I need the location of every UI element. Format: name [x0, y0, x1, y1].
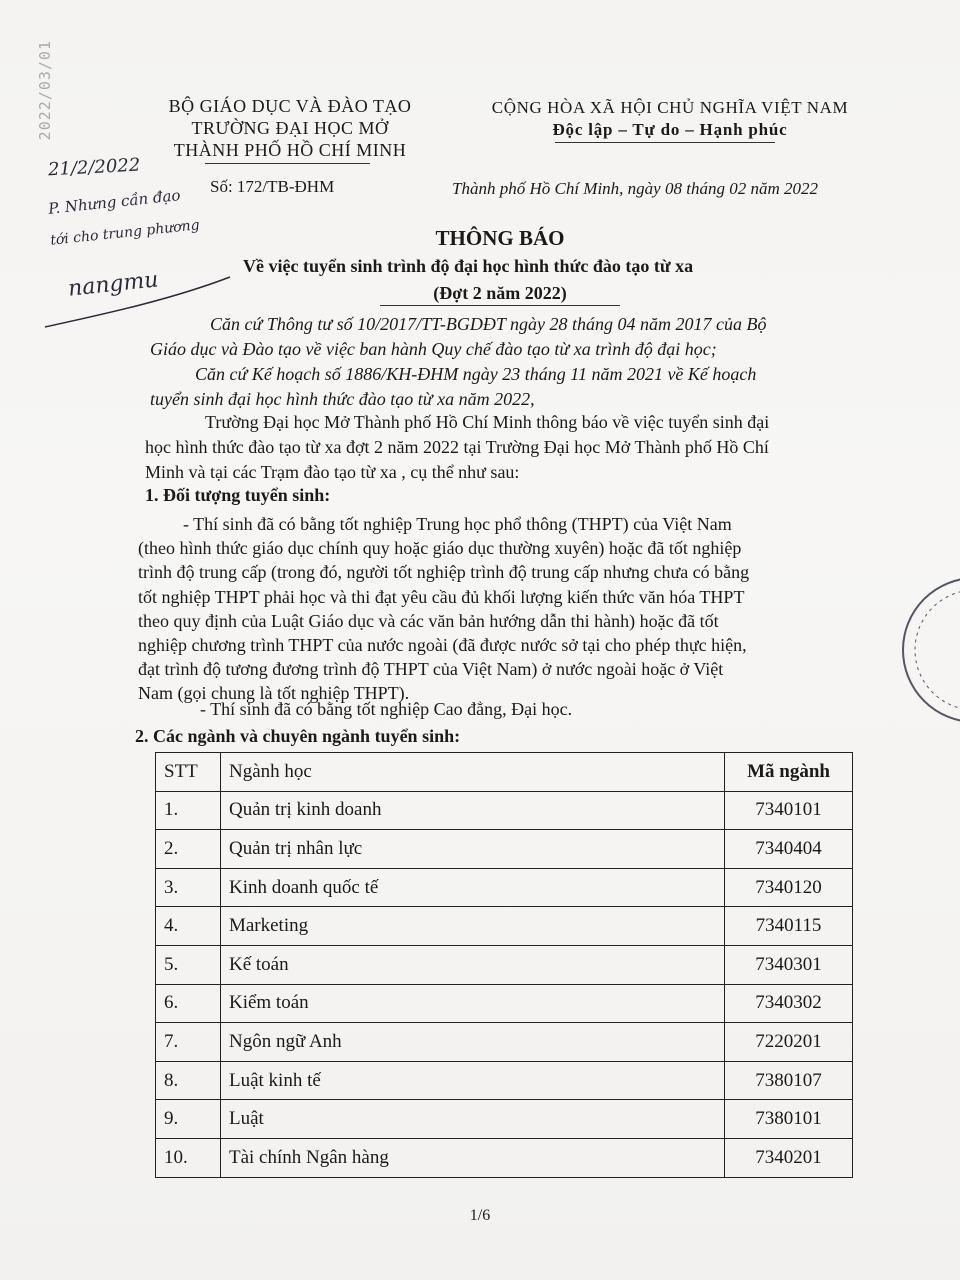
- issuer-ministry: BỘ GIÁO DỤC VÀ ĐÀO TẠO: [168, 96, 412, 116]
- column-header-code: Mã ngành: [725, 753, 853, 792]
- row-code: 7340302: [725, 984, 853, 1023]
- national-title: CỘNG HÒA XÃ HỘI CHỦ NGHĨA VIỆT NAM: [491, 98, 849, 117]
- bullet-1-line-7: đạt trình độ tương đương trình độ THPT của Việt Nam) ở nước ngoài hoặc ở Việt: [138, 659, 724, 680]
- document-title: THÔNG BÁO: [435, 226, 565, 250]
- timestamp-overlay: 2022/03/01: [36, 40, 54, 141]
- section-2-heading: 2. Các ngành và chuyên ngành tuyển sinh:: [135, 726, 461, 746]
- national-motto: Độc lập – Tự do – Hạnh phúc: [552, 120, 788, 139]
- basis-2: [150, 362, 756, 412]
- national-header: [470, 97, 870, 141]
- issuer-university: TRƯỜNG ĐẠI HỌC MỞ: [191, 118, 389, 138]
- basis-1-line-2: Giáo dục và Đào tạo về việc ban hành Quy chế đào tạo từ xa trình độ đại học;: [150, 339, 717, 359]
- basis-1: [150, 312, 766, 362]
- row-code: 7380107: [725, 1061, 853, 1100]
- intro-paragraph: [145, 410, 769, 485]
- row-stt: 10.: [156, 1138, 221, 1177]
- bullet-1-line-3: trình độ trung cấp (trong đó, người tốt nghiệp trình độ trung cấp nhưng chưa có bằng: [138, 562, 750, 583]
- motto-underline: [555, 142, 775, 143]
- basis-2-line-1: Căn cứ Kế hoạch số 1886/KH-ĐHM ngày 23 tháng 11 năm 2021 về Kế hoạch: [195, 364, 757, 384]
- column-header-stt: STT: [156, 753, 221, 792]
- table-row: [156, 1138, 853, 1177]
- bullet-1-line-4: tốt nghiệp THPT phải học và thi đạt yêu cầu đủ khối lượng kiến thức văn hóa THPT: [138, 586, 745, 607]
- document-date: Thành phố Hồ Chí Minh, ngày 08 tháng 02 năm 2022: [452, 179, 818, 198]
- row-code: 7380101: [725, 1100, 853, 1139]
- handwritten-date: 21/2/2022: [47, 154, 141, 181]
- row-code: 7340201: [725, 1138, 853, 1177]
- document-subtitle: Về việc tuyển sinh trình độ đại học hình thức đào tạo từ xa: [243, 256, 694, 276]
- row-stt: 8.: [156, 1061, 221, 1100]
- row-major: Ngôn ngữ Anh: [220, 1023, 724, 1062]
- table-header-row: [156, 753, 853, 792]
- table-row: [156, 984, 853, 1023]
- section-1-bullet-2: - Thí sinh đã có bằng tốt nghiệp Cao đẳng, Đại học.: [200, 699, 573, 719]
- handwritten-signature: nangmu: [66, 267, 160, 302]
- issuer-city: THÀNH PHỐ HỒ CHÍ MINH: [173, 140, 407, 160]
- row-stt: 1.: [156, 791, 221, 830]
- row-major: Tài chính Ngân hàng: [220, 1138, 724, 1177]
- row-stt: 5.: [156, 945, 221, 984]
- issuer-underline: [205, 163, 370, 164]
- column-header-major: Ngành học: [220, 753, 724, 792]
- seal-stamp: [895, 570, 960, 730]
- bullet-1-line-2: (theo hình thức giáo dục chính quy hoặc giáo dục thường xuyên) hoặc đã tốt nghiệp: [138, 538, 742, 559]
- table-row: [156, 945, 853, 984]
- section-1-bullet-1: [138, 512, 749, 706]
- intro-line-3: Minh và tại các Trạm đào tạo từ xa , cụ thể như sau:: [145, 462, 520, 482]
- row-major: Quản trị nhân lực: [220, 830, 724, 869]
- table-row: [156, 830, 853, 869]
- handwritten-note-1: P. Nhưng cần đạo: [47, 186, 182, 218]
- table-row: [156, 1100, 853, 1139]
- intro-line-1: Trường Đại học Mở Thành phố Hồ Chí Minh thông báo về việc tuyển sinh đại: [205, 412, 770, 432]
- row-major: Marketing: [220, 907, 724, 946]
- row-major: Quản trị kinh doanh: [220, 791, 724, 830]
- row-code: 7340101: [725, 791, 853, 830]
- table-row: [156, 791, 853, 830]
- row-major: Luật: [220, 1100, 724, 1139]
- row-code: 7340301: [725, 945, 853, 984]
- row-stt: 6.: [156, 984, 221, 1023]
- table-row: [156, 1061, 853, 1100]
- bullet-1-line-1: - Thí sinh đã có bằng tốt nghiệp Trung học phổ thông (THPT) của Việt Nam: [183, 514, 732, 534]
- bullet-1-line-5: theo quy định của Luật Giáo dục và các văn bản hướng dẫn thi hành) hoặc đã tốt: [138, 610, 719, 631]
- row-stt: 3.: [156, 868, 221, 907]
- document-subtitle-round: (Đợt 2 năm 2022): [433, 283, 567, 303]
- document-number: Số: 172/TB-ĐHM: [210, 177, 335, 196]
- row-major: Luật kinh tế: [220, 1061, 724, 1100]
- row-code: 7220201: [725, 1023, 853, 1062]
- handwritten-note-2: tới cho trung phương: [49, 217, 201, 249]
- section-1-heading: 1. Đối tượng tuyển sinh:: [145, 485, 331, 505]
- row-major: Kế toán: [220, 945, 724, 984]
- basis-1-line-1: Căn cứ Thông tư số 10/2017/TT-BGDĐT ngày 28 tháng 04 năm 2017 của Bộ: [210, 314, 767, 334]
- intro-line-2: học hình thức đào tạo từ xa đợt 2 năm 2022 tại Trường Đại học Mở Thành phố Hồ Chí: [145, 437, 769, 457]
- row-stt: 4.: [156, 907, 221, 946]
- row-code: 7340120: [725, 868, 853, 907]
- table-row: [156, 907, 853, 946]
- row-major: Kinh doanh quốc tế: [220, 868, 724, 907]
- bullet-1-line-6: nghiệp chương trình THPT của nước ngoài (đã được nước sở tại cho phép thực hiện,: [138, 635, 747, 656]
- issuer-header: [145, 95, 435, 161]
- row-stt: 2.: [156, 830, 221, 869]
- row-code: 7340115: [725, 907, 853, 946]
- row-major: Kiểm toán: [220, 984, 724, 1023]
- table-row: [156, 868, 853, 907]
- subtitle-underline: [380, 305, 620, 306]
- row-stt: 9.: [156, 1100, 221, 1139]
- basis-2-line-2: tuyển sinh đại học hình thức đào tạo từ xa năm 2022,: [150, 389, 535, 409]
- table-row: [156, 1023, 853, 1062]
- majors-table: [155, 752, 853, 1178]
- page-number: 1/6: [469, 1207, 491, 1224]
- row-stt: 7.: [156, 1023, 221, 1062]
- bullet-1-line-8: Nam (gọi chung là tốt nghiệp THPT).: [138, 683, 410, 704]
- row-code: 7340404: [725, 830, 853, 869]
